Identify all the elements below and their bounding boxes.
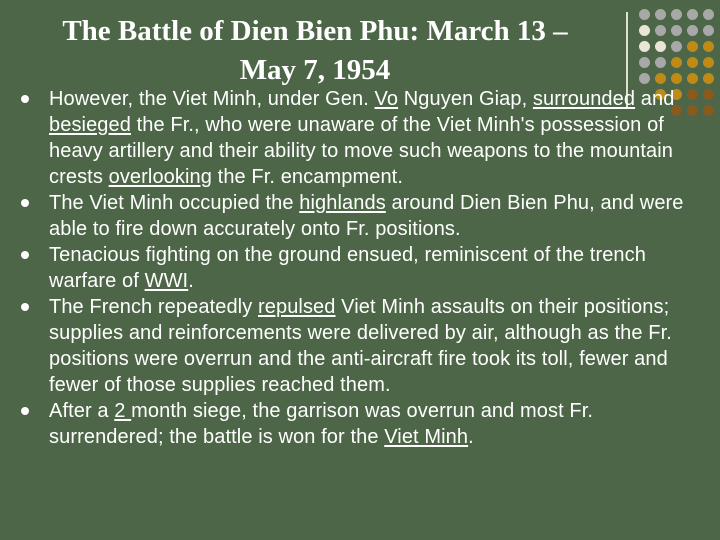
bullet-text: the Fr., who were unaware of the Viet Minh's possession of heavy artillery and their ability to move such weapons to the mountain crests [49,114,674,188]
bullet-text: However, the Viet Minh, under Gen. [49,88,375,110]
bullet-item [20,242,710,294]
bullet-text: The French repeatedly [49,296,258,318]
underlined-term: Viet Minh [384,426,469,448]
bullet-text: After a [49,400,115,422]
bullet-text: the Fr. encampment. [212,166,403,188]
bullet-list [20,86,710,450]
decor-dot [671,25,682,36]
bullet-text: month siege, the garrison was overrun and most Fr. surrendered; the battle is won for the [49,400,594,448]
underlined-term: WWI [144,270,189,292]
bullet-dot-icon [21,407,29,415]
bullet-text: Tenacious fighting on the ground ensued, reminiscent of the trench warfare of [49,244,646,292]
bullet-text: around Dien Bien Phu, and were able to fire down accurately onto Fr. positions. [49,192,684,240]
underlined-term: highlands [299,192,386,214]
decor-dot [687,41,698,52]
decor-dot [671,41,682,52]
bullet-text: Viet Minh assaults on their positions; supplies and reinforcements were delivered by air, although as the Fr. positions were overrun and the anti-aircraft fire took its toll, fewer and fewer of those supplies reached them. [49,296,672,396]
decor-dot [703,73,714,84]
bullet-dot-icon [21,95,29,103]
decor-dot [671,9,682,20]
underlined-term: besieged [49,114,131,136]
bullet-dot-icon [21,303,29,311]
decor-dot [687,73,698,84]
decor-dot [655,73,666,84]
underlined-term: 2 [114,400,132,422]
bullet-dot-icon [21,199,29,207]
bullet-text: Nguyen Giap, [398,88,533,110]
bullet-item [20,294,710,398]
underlined-term: surrounded [532,88,636,110]
decor-dot [655,25,666,36]
decor-dot [639,25,650,36]
decor-dot [671,73,682,84]
decor-dot [671,57,682,68]
decor-dot [655,41,666,52]
bullet-item [20,190,710,242]
slide-title [20,12,610,90]
bullet-text: . [468,426,474,448]
underlined-term: Vo [374,88,399,110]
bullet-text: . [188,270,194,292]
decor-dot [703,41,714,52]
decor-dot [655,9,666,20]
bullet-dot-icon [21,251,29,259]
slide-title-line-2: May 7, 1954 [239,54,391,86]
decor-dot [703,57,714,68]
decor-dot [639,57,650,68]
underlined-term: repulsed [257,296,336,318]
bullet-text: The Viet Minh occupied the [49,192,300,214]
bullet-item [20,86,710,190]
decor-dot [639,41,650,52]
slide-title-line-1: The Battle of Dien Bien Phu: March 13 – [62,15,568,47]
bullet-text: and [635,88,675,110]
decor-dot [655,57,666,68]
decor-dot [703,25,714,36]
decor-dot [703,9,714,20]
decor-dot [687,25,698,36]
decor-dot [639,9,650,20]
underlined-term: overlooking [108,166,212,188]
decor-dot [687,9,698,20]
decor-dot [687,57,698,68]
bullet-item [20,398,710,450]
decor-dot [639,73,650,84]
